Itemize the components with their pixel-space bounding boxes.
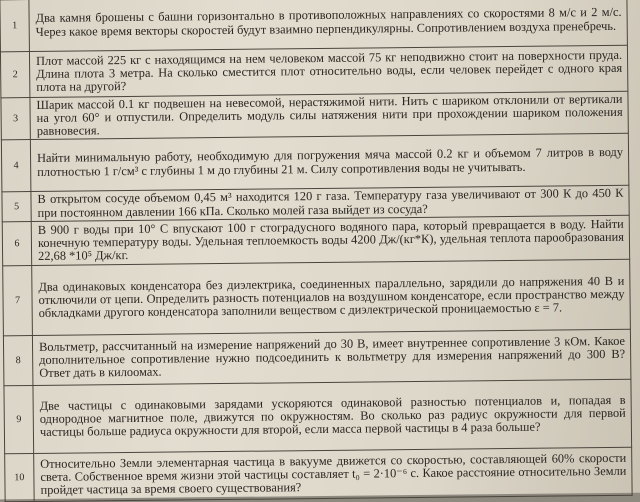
problem-text: Относительно Земли элементарная частица в вакууме движется со скоростью, составляющей 60% скорости света. Собственное время жизни этой частицы составляет t₀ = 2·10⁻⁶ с. Какое расстояние относительно Земли пройдет частица за время своего существования? (34, 447, 632, 501)
problem-text: Две частицы с одинаковыми зарядами ускоряются одинаковой разностью потенциалов и, попадая в однородное магнитное поле, движутся по окружностям. Во сколько раз радиус окружности для первой частицы больше радиуса окружности для второй, если масса первой частицы в 4 раза больше? (33, 379, 632, 453)
problem-number: 3 (1, 98, 30, 140)
table-row (4, 379, 632, 454)
problem-text: Шарик массой 0.1 кг подвешен на невесомой, нерастяжимой нити. Нить с шариком отклонили от вертикали на угол 60° и отпустили. Определить модуль силы натяжения нити при прохождении шариком положения равновесия. (30, 91, 628, 139)
problem-text: Плот массой 225 кг с находящимся на нем человеком массой 75 кг неподвижно стоит на поверхности пруда. Длина плота 3 метра. На сколько сместится плот относительно воды, если человек перейдет с одного края плота на другой? (29, 45, 627, 97)
problem-number: 4 (1, 140, 31, 192)
problem-number: 10 (5, 453, 35, 501)
problem-text: В открытом сосуде объемом 0,45 м³ находится 120 г газа. Температуру газа увеличивают от 300 К до 450 К при постоянном давлении 166 кПа. Сколько молей газа выйдет из сосуда? (31, 185, 629, 221)
problem-number: 7 (3, 266, 33, 336)
problem-number: 9 (4, 386, 34, 454)
table-row (1, 133, 629, 192)
table-row (3, 259, 631, 336)
problem-text: Найти минимальную работу, необходимую для погружения мяча массой 0.2 кг и объемом 7 литров в воду плотностью 1 г/см³ с глубины 1 м до глубины 21 м. Силу сопротивления воды не учитывать. (30, 133, 629, 191)
table-row (5, 447, 632, 502)
problem-number: 8 (3, 336, 33, 386)
problem-number: 2 (0, 52, 29, 98)
problem-text: Два камня брошены с башни горизонтально в противоположных направлениях со скоростями 8 м/с и 2 м/с. Через какое время векторы скоростей будут взаимно перпендикулярны. Сопротивлением воздуха пренебречь. (29, 0, 628, 52)
problem-number: 5 (2, 192, 31, 222)
table-row (1, 91, 628, 140)
table-row (3, 329, 630, 386)
table-row (0, 45, 627, 98)
problem-text: Два одинаковых конденсатора без диэлектрика, соединенных параллельно, зарядили до напряжения 40 В и отключили от цепи. Определить разность потенциалов на воздушном конденсаторе, если пространство между обкладками другого конденсатора заполнили веществом с диэлектрической проницаемостью ε = 7. (32, 259, 631, 335)
problem-text: В 900 г воды при 10° С впускают 100 г стоградусного водяного пара, который превращается в воду. Найти конечную температуру воды. Удельная теплоемкость воды 4200 Дж/(кг*К), удельная теплота парообразования 22,68 *10⁵ Дж/кг. (31, 215, 629, 265)
problem-text: Вольтметр, рассчитанный на измерение напряжений до 30 В, имеет внутреннее сопротивление 3 кОм. Какое дополнительное сопротивление нужно подсоединить к вольтметру для измерения напряжений до 300 В? Ответ дать в килоомах. (32, 329, 630, 385)
problem-number: 6 (2, 222, 31, 266)
table-row (2, 215, 629, 266)
problem-number: 1 (0, 0, 29, 52)
table-row (0, 0, 627, 52)
